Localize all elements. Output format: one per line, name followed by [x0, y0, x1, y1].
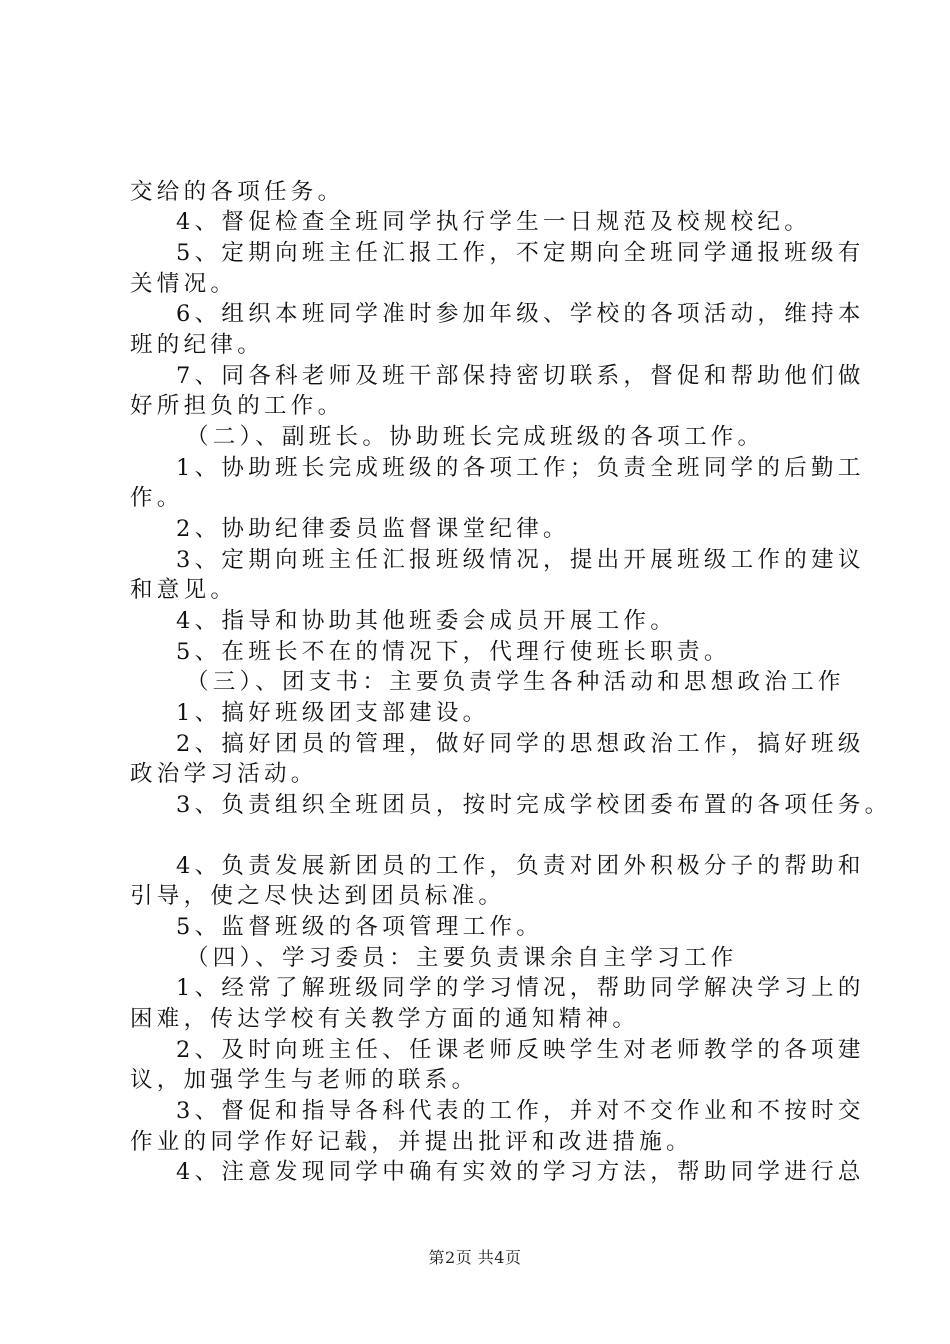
text-line: 1、经常了解班级同学的学习情况，帮助同学解决学习上的	[176, 975, 865, 1001]
text-line: 3、负责组织全班团员，按时完成学校团委布置的各项任务。	[176, 792, 892, 818]
text-line: 困难，传达学校有关教学方面的通知精神。	[130, 1006, 640, 1032]
text-line: 引导，使之尽快达到团员标准。	[130, 883, 506, 909]
text-line: 4、注意发现同学中确有实效的学习方法，帮助同学进行总	[176, 1159, 865, 1185]
text-line: 6、组织本班同学准时参加年级、学校的各项活动，维持本	[176, 301, 865, 327]
text-line: 5、监督班级的各项管理工作。	[176, 914, 544, 940]
text-line: 4、督促检查全班同学执行学生一日规范及校规校纪。	[176, 209, 812, 235]
text-line: 1、搞好班级团支部建设。	[176, 700, 490, 726]
text-line: 交给的各项任务。	[130, 179, 345, 205]
section-heading: （三）、团支书：主要负责学生各种活动和思想政治工作	[186, 669, 845, 695]
text-line: 3、督促和指导各科代表的工作，并对不交作业和不按时交	[176, 1098, 865, 1124]
section-heading: （四）、学习委员：主要负责课余自主学习工作	[186, 945, 738, 971]
text-line: 政治学习活动。	[130, 761, 318, 787]
text-line: 好所担负的工作。	[130, 393, 345, 419]
text-line: 5、定期向班主任汇报工作，不定期向全班同学通报班级有	[176, 240, 865, 266]
text-line: 2、协助纪律委员监督课堂纪律。	[176, 516, 570, 542]
section-heading: （二）、副班长。协助班长完成班级的各项工作。	[186, 424, 765, 450]
text-line: 4、指导和协助其他班委会成员开展工作。	[176, 608, 678, 634]
text-line: 3、定期向班主任汇报班级情况，提出开展班级工作的建议	[176, 547, 865, 573]
text-line: 作。	[130, 485, 184, 511]
text-line: 7、同各科老师及班干部保持密切联系，督促和帮助他们做	[176, 363, 865, 389]
text-line: 2、及时向班主任、任课老师反映学生对老师教学的各项建	[176, 1037, 865, 1063]
text-line: 和意见。	[130, 577, 238, 603]
text-line: 关情况。	[130, 271, 238, 297]
text-line: 1、协助班长完成班级的各项工作；负责全班同学的后勤工	[176, 455, 865, 481]
text-line: 2、搞好团员的管理，做好同学的思想政治工作，搞好班级	[176, 731, 865, 757]
text-line: 4、负责发展新团员的工作，负责对团外积极分子的帮助和	[176, 853, 865, 879]
text-line: 5、在班长不在的情况下，代理行使班长职责。	[176, 639, 731, 665]
text-line: 班的纪律。	[130, 332, 265, 358]
text-line: 议，加强学生与老师的联系。	[130, 1067, 479, 1093]
page-number-footer: 第2页 共4页	[428, 1248, 522, 1267]
text-line: 作业的同学作好记载，并提出批评和改进措施。	[130, 1129, 693, 1155]
